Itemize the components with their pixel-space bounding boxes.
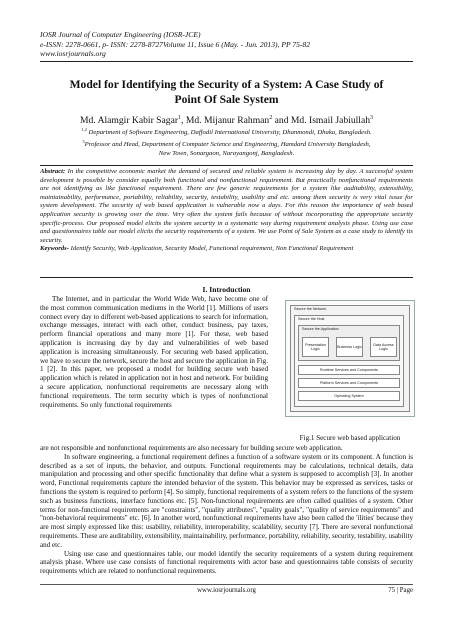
- fig-runtime-services: Runtime Services and Components: [298, 365, 400, 375]
- paper-title: [34, 78, 419, 107]
- intro-paragraph-1-cont: are not responsible and nonfunctional requirements are also necessary for building secure web application.: [40, 444, 343, 452]
- abstract-bottom-rule: [40, 277, 413, 278]
- fig-application-label: Secure the Application: [302, 327, 339, 331]
- abstract-top-rule: [40, 165, 413, 166]
- journal-url: www.iosrjournals.org: [40, 49, 106, 59]
- affiliation-1-sup: 1,2: [81, 127, 87, 132]
- section-heading: I. Introduction: [202, 285, 251, 294]
- title-line-1: Model for Identifying the Security of a System: A Case Study of: [69, 78, 384, 91]
- figure-1: [285, 300, 415, 417]
- author-1-sup: 1: [178, 115, 182, 121]
- author-3: and Md. Ismail Jabiullah: [272, 115, 371, 127]
- abstract-label: Abstract:: [40, 168, 66, 175]
- affiliation-3: New Town, Sonargaon, Narayangonj, Bangladesh.: [158, 150, 295, 158]
- intro-body-full: [40, 444, 413, 576]
- fig-data-access-logic: Data Access Logic: [370, 337, 397, 357]
- footer-divider: [40, 584, 413, 585]
- fig-operating-system: Operating System: [298, 391, 400, 401]
- journal-header: [40, 30, 310, 59]
- abstract: [40, 168, 413, 254]
- page-number: 75 | Page: [388, 587, 413, 594]
- title-line-2: Point Of Sale System: [174, 92, 279, 106]
- fig-network-label: Secure the Network: [294, 307, 327, 311]
- journal-name: IOSR Journal of Computer Engineering (IOSR-JCE): [40, 30, 201, 39]
- figure-1-caption: Fig.1 Secure web based application: [299, 434, 401, 442]
- affiliation-2-sup: 3: [82, 139, 85, 145]
- header-divider: [40, 61, 413, 62]
- fig-host-label: Secure the Host: [298, 317, 325, 321]
- intro-paragraph-2: In software engineering, a functional requirement defines a function of a software system or its component. A function is described as a set of inputs, the behavior, and outputs. Functional requirements may be calculations, technical details, data manipulation and processing and other specific functionality that define what a system is supposed to accomplish [3]. In another word, Functional requirements capture the intended behavior of the system. This behavior may be expressed as services, tasks or functions the system is required to perform [4]. So simply, functional requirements of a system refers to the functions of the system such as business functions, interface functions etc. [5]. Non-functional requirements are often called qualities of a system. Other terms for non-functional requirements are "constraints", "quality attributes", "quality goals", "quality of service requirements" and "non-behavioral requirements" etc. [6]. In another word, nonfunctional requirements have also been called the 'ilities' because they are most simply expressed like this: usability, reliability, interoperability, scalability, security [7]. There are several nonfunctional requirements. These are auditability, extensibility, maintainability, performance, portability, reliability, security, testability, usability and etc.: [40, 452, 413, 549]
- affiliation-2: $^3$Professor and Head, Department of Computer Science and Engineering, Hamdard University Bangladesh,: [82, 139, 371, 149]
- keywords-text: Identify Security, Web Application, Security Model, Functional requirement, Non Functional Requirement: [68, 245, 354, 253]
- author-2: , Md. Mijanur Rahman: [181, 115, 270, 127]
- affiliation-1: $^{1,2}$ Department of Software Engineering, Daffodil International University, Dhanmondi, Dhaka, Bangladesh.: [81, 127, 372, 137]
- author-3-sup: 3: [370, 115, 374, 121]
- fig-platform-services: Platform Services and Components: [298, 378, 400, 388]
- journal-issn: e-ISSN: 2278-0661, p- ISSN: 2278-8727Volume 11, Issue 6 (May. - Jun. 2013), PP 75-82: [40, 39, 311, 49]
- intro-paragraph-3: Using use case and questionnaires table, our model identify the security requirements of a system during requirement analysis phase. Where use case consists of functional requirements with actor base and questionnaires table consists of security requirements which are related to nonfunctional requirements.: [40, 549, 413, 576]
- author-list: [34, 112, 419, 127]
- author-2-sup: 2: [269, 115, 273, 121]
- intro-paragraph-1: The Internet, and in particular the World Wide Web, have become one of the most common communication mediums in the World [1]. Millions of users connect every day to different web-based applications to search for information, exchange messages, interact with each other, conduct business, pay taxes, perform financial operations and many more [1]. For these, web based application is increasing day by day and vulnerabilities of web based application is increasing simultaneously. For securing web based application, we have to secure the network, secure the host and secure the application in Fig. 1 [2]. In this paper, we proposed a model for building secure web based application which is related in application not in host and network. For building a secure application, nonfunctional requirements are necessary along with functional requirements. The term security which is types of nonfunctional requirements. So only functional requirements: [40, 295, 268, 409]
- affiliations: [40, 126, 413, 159]
- keywords-label: Keywords-: [40, 245, 69, 253]
- abstract-text: In the competitive economic market the demand of secured and reliable system is increasing day by day. A successful system development is possible by consider equally both functional and nonfunctional requirement. But practically nonfunctional requirements are not identifying as like functional requirement. There are few generic requirements for a system like auditability, extensibility, maintainability, performance, portability, reliability, security, testability, usability and etc. among them security is very vital issue for system development. The security of web based application is vulnerable now a days. For this reason the importance of web based application security is growing over the time. Very often the system fails because of without incorporating the appropriate security specific-process. Our proposed model elicits the system security in a systematic way during requirement analysis phase. Using use case and questionnaires table our model elicits the security requirements of a system. We use Point of Sale System as a case study to identify its security.: [40, 168, 413, 244]
- footer-site: www.iosrjournals.org: [197, 587, 256, 594]
- author-1: Md. Alamgir Kabir Sagar: [79, 115, 179, 127]
- fig-business-logic: Business Logic: [336, 337, 363, 357]
- fig-presentation-logic: Presentation Logic: [302, 337, 329, 357]
